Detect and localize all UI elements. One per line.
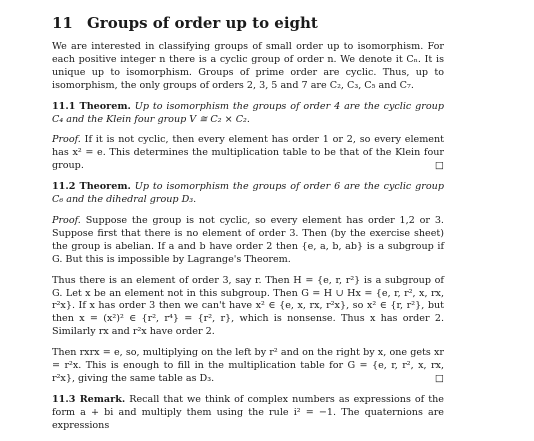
- remark-11-3: [52, 394, 444, 433]
- proof-text: Suppose the group is not cyclic, so every element has order 1,2 or 3. Suppose first that there is no element of order 3. Then (by the exercise sheet) the group is abelian. If a and b have order 2 then {e, a, b, ab} is a subgroup if G. But this is impossible by Lagrange's Theorem.: [52, 214, 444, 265]
- theorem-11-2: [52, 181, 444, 207]
- paragraph-text: Then rxrx = e, so, multiplying on the left by r² and on the right by x, one gets xr = r²x. This is enough to fill in the multiplication table for G = {e, r, r², x, rx, r²x}, giving the same table as D₃.: [52, 347, 444, 384]
- remark-text: Recall that we think of complex numbers as expressions of the form a + bi and multiply them using the rule i² = −1. The quaternions are expressions: [52, 393, 444, 431]
- qed-symbol: □: [434, 160, 444, 172]
- remark-label: 11.3 Remark.: [52, 393, 126, 405]
- qed-symbol: □: [434, 372, 444, 384]
- intro-paragraph: We are interested in classifying groups of small order up to isomorphism. For each positive integer n there is a cyclic group of order n. We denote it Cₙ. It is unique up to isomorphism. Groups of prime order are cyclic. Thus, up to isomorphism, the only groups of orders 2, 3, 5 and 7 are C₂, C₃, C₅ and C₇.: [52, 41, 444, 91]
- proof-label: Proof.: [52, 134, 81, 146]
- proof-label: Proof.: [52, 214, 81, 226]
- proof-2: [52, 215, 444, 267]
- theorem-label: 11.2 Theorem.: [52, 181, 131, 193]
- proof-1: [52, 134, 444, 173]
- theorem-label: 11.1 Theorem.: [52, 100, 131, 112]
- section-number: 11: [52, 14, 73, 32]
- section-title: Groups of order up to eight: [87, 14, 318, 32]
- theorem-statement: Up to isomorphism the groups of order 4 are the cyclic group C₄ and the Klein four group V ≅ C₂ × C₂.: [52, 100, 444, 125]
- order-3-paragraph: Thus there is an element of order 3, say r. Then H = {e, r, r²} is a subgroup of G. Let x be an element not in this subgroup. Then G = H ∪ Hx = {e, r, r², x, rx, r²x}. If x has order 3 then we can't have x² ∈ {e, x, rx, r²x}, so x² ∈ {r, r²}, but then x = (x²)² ∈ {r², r⁴} = {r², r}, which is nonsense. Thus x has order 2. Similarly rx and r²x have order 2.: [52, 274, 444, 338]
- section-heading: [52, 14, 444, 32]
- document-page: [52, 14, 444, 441]
- theorem-statement: Up to isomorphism the groups of order 6 are the cyclic group C₆ and the dihedral group D₃.: [52, 181, 444, 206]
- proof-text: If it is not cyclic, then every element has order 1 or 2, so every element has x² = e. This determines the multiplication table to be that of the Klein four group.: [52, 134, 445, 172]
- theorem-11-1: [52, 101, 444, 127]
- final-paragraph: [52, 347, 444, 386]
